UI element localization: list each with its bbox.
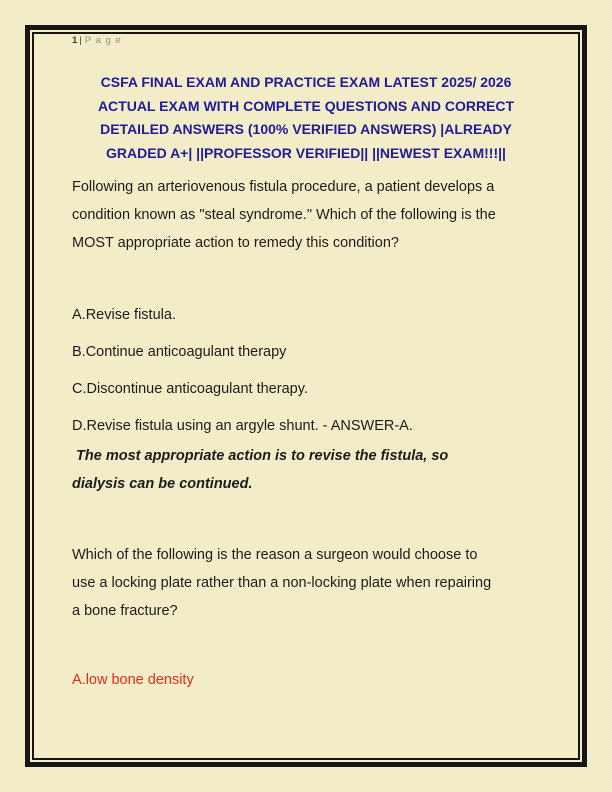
question-1-line-3: MOST appropriate action to remedy this condition? (72, 235, 399, 251)
question-2-text (72, 541, 540, 625)
question-1-line-2: condition known as "steal syndrome." Which of the following is the (72, 207, 496, 223)
page-header (72, 34, 540, 47)
question-2-line-2: use a locking plate rather than a non-locking plate when repairing (72, 575, 492, 591)
explanation-line-1: The most appropriate action is to revise the fistula, so (72, 448, 449, 464)
question-1-option-c: C.Discontinue anticoagulant therapy. (72, 381, 308, 397)
document-title (72, 71, 540, 165)
header-separator: | (79, 35, 82, 46)
question-2-option-a: A.low bone density (72, 672, 194, 688)
question-2-line-1: Which of the following is the reason a surgeon would choose to (72, 547, 478, 563)
question-1-text (72, 173, 540, 257)
question-1-explanation (72, 442, 540, 498)
title-line-3: DETAILED ANSWERS (100% VERIFIED ANSWERS) |ALREADY (100, 121, 512, 137)
explanation-line-2: dialysis can be continued. (72, 476, 253, 492)
question-1-option-b: B.Continue anticoagulant therapy (72, 344, 287, 360)
question-2-line-3: a bone fracture? (72, 603, 178, 619)
question-1-line-1: Following an arteriovenous fistula procedure, a patient develops a (72, 179, 495, 195)
page-number: 1 (72, 35, 78, 46)
page-content (72, 25, 540, 694)
title-line-2: ACTUAL EXAM WITH COMPLETE QUESTIONS AND CORRECT (97, 97, 515, 114)
question-1-option-a: A.Revise fistula. (72, 307, 176, 323)
title-line-1: CSFA FINAL EXAM AND PRACTICE EXAM LATEST 2025/ 2026 (100, 74, 512, 90)
title-line-4: GRADED A+| ||PROFESSOR VERIFIED|| ||NEWEST EXAM!!!|| (106, 144, 506, 161)
question-1-options (72, 301, 540, 440)
page-label: P a g e (84, 35, 122, 46)
question-1-option-d: D.Revise fistula using an argyle shunt. - ANSWER-A. (72, 418, 413, 434)
